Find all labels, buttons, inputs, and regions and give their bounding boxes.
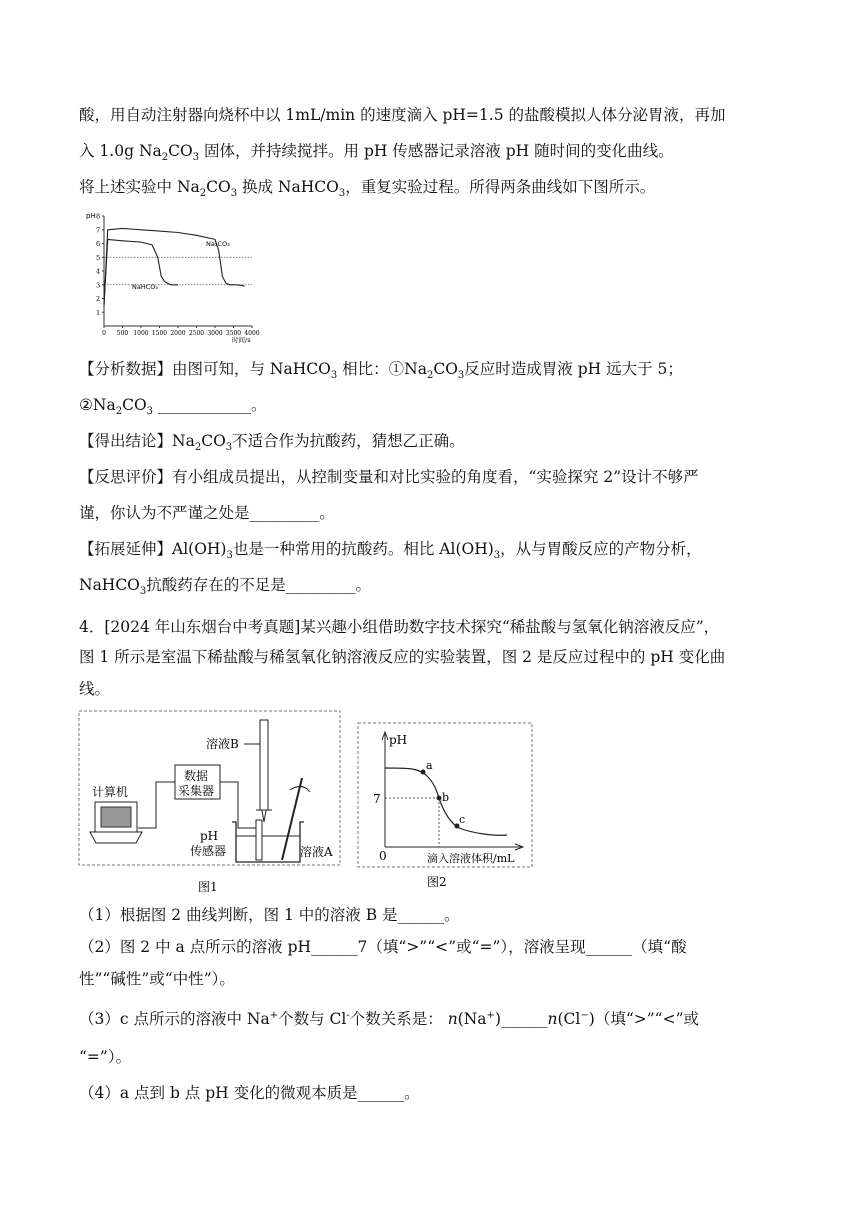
- label-c: c: [459, 813, 466, 826]
- figure-2-caption: 图2: [427, 875, 447, 889]
- formula-na2co3: $Na_2CO_3$: [92, 396, 154, 418]
- y-tick-label: 1: [96, 308, 101, 317]
- y-axis-label: pH: [389, 733, 408, 747]
- text: ②: [79, 396, 93, 414]
- text: NaHCO: [79, 576, 140, 594]
- formula-na2co3: $Na_2CO_3$: [138, 142, 200, 164]
- x-axis-label: 滴入溶液体积/mL: [427, 852, 515, 865]
- question-1: （1）根据图 2 曲线判断，图 1 中的溶液 B 是______。: [79, 906, 460, 924]
- burette-tip: [262, 810, 266, 822]
- text: ，从与胃酸反应的产物分析，: [500, 540, 702, 558]
- question-3-line-1: （3）c 点所示的溶液中 Na+个数与 Cl-个数关系是： n(Na+)______n(Cl−)（填“>”“<”或: [79, 1009, 699, 1028]
- x-tick-label: 3500: [225, 330, 242, 337]
- text: 相比：①: [337, 360, 405, 378]
- ph-time-chart: [82, 208, 262, 344]
- x-tick-label: 2500: [188, 330, 205, 337]
- text: 固体，并持续搅拌。用 pH 传感器记录溶液 pH 随时间的变化曲线。: [204, 142, 674, 160]
- solution-b-label: 溶液B: [206, 737, 239, 751]
- y-tick-label: 5: [96, 253, 101, 262]
- label-b: b: [442, 791, 450, 804]
- keyboard-icon: [90, 832, 142, 843]
- question-2-line-2: 性”“碱性”或“中性”）。: [79, 970, 235, 988]
- y-axis-label: pH: [86, 212, 96, 220]
- figure-1-apparatus: [78, 710, 342, 900]
- reflection-line-1: 【反思评价】有小组成员提出，从控制变量和对比实验的角度看，“实验探究 2”设计不够严: [79, 468, 699, 486]
- y-tick-label: 6: [96, 240, 101, 248]
- point-b: [437, 796, 442, 801]
- conclusion-line: [79, 430, 465, 452]
- text: 个数与 Cl: [278, 1010, 347, 1028]
- question-3-line-2: “=”）。: [79, 1048, 132, 1066]
- text: 将上述实验中: [79, 178, 177, 196]
- x-tick-label: 1500: [151, 330, 168, 337]
- y-tick-label: 3: [96, 281, 101, 290]
- text: 不适合作为抗酸药，猜想乙正确。: [232, 432, 465, 450]
- x-axis-label: 时间/s: [232, 336, 251, 344]
- paren: ): [494, 1010, 501, 1028]
- burette: [260, 720, 268, 810]
- text: 入 1.0g: [79, 142, 139, 160]
- figure-2-ph-curve: [357, 722, 535, 894]
- data-collector-label-2: 采集器: [178, 784, 215, 798]
- x-tick-label: 1000: [133, 330, 149, 337]
- analysis-item-2: [79, 394, 267, 416]
- formula-na2co3: $Na_2CO_3$: [172, 432, 233, 454]
- para-line-3: 将上述实验中 $Na_2CO_3$ 换成 NaHCO$_3$，重复实验过程。所得两条曲线如下图所示。: [79, 178, 656, 200]
- y-tick-label: 2: [96, 295, 101, 303]
- label-seven: 7: [373, 792, 381, 806]
- analysis-line: 【分析数据】由图可知，与 NaHCO$_3$ 相比：$①Na_2CO_3$反应时造成胃液 pH 远大于 5；: [79, 360, 683, 382]
- computer-label: 计算机: [92, 785, 129, 799]
- n-symbol: n: [547, 1010, 558, 1028]
- reflection-line-2: 谨，你认为不严谨之处是_________。: [79, 504, 335, 522]
- q4-line-1: 4．[2024 年山东烟台中考真题]某兴趣小组借助数字技术探究“稀盐酸与氢氧化钠溶液反应”，: [79, 618, 720, 636]
- y-tick-label: 7: [96, 226, 101, 235]
- cl-ion: Cl: [563, 1010, 581, 1028]
- text: 个数关系是：: [349, 1010, 443, 1028]
- paren: (: [457, 1010, 464, 1028]
- na-ion: Na: [463, 1010, 487, 1028]
- extension-line-1: 【拓展延伸】$Al(OH)_3$也是一种常用的抗酸药。相比 $Al(OH)_3$，从与胃酸反应的产物分析，: [79, 540, 702, 562]
- extension-line-2: NaHCO$_3$抗酸药存在的不足是_________。: [79, 576, 372, 598]
- label-na2co3: Na₂CO₃: [206, 240, 230, 248]
- ph-sensor: [256, 820, 262, 860]
- x-tick-label: 3000: [207, 330, 223, 337]
- ph-sensor-label-2: 传感器: [190, 844, 227, 858]
- wire-computer: [138, 782, 175, 828]
- question-4: （4）a 点到 b 点 pH 变化的微观本质是______。: [79, 1084, 420, 1102]
- question-2-line-1: （2）图 2 中 a 点所示的溶液 pH______7（填“>”“<”或“=”），溶液呈现______（填“酸: [79, 938, 687, 956]
- y-tick-label: 4: [96, 267, 101, 276]
- figure-1-caption: 图1: [198, 880, 218, 894]
- para-line-1: 酸，用自动注射器向烧杯中以 1mL/min 的速度滴入 pH=1.5 的盐酸模拟人体分泌胃液，再加: [79, 106, 726, 124]
- text: ，重复实验过程。所得两条曲线如下图所示。: [345, 178, 656, 196]
- y-tick-label: 8: [96, 212, 101, 221]
- text: 也是一种常用的抗酸药。相比 Al(OH): [232, 540, 494, 558]
- paren: ): [588, 1010, 595, 1028]
- wire-sensor: [220, 782, 258, 828]
- n-symbol: n: [447, 1010, 458, 1028]
- label-nahco3: NaHCO₃: [132, 283, 158, 291]
- formula-na2co3: $Na_2CO_3$: [404, 360, 465, 382]
- blank[interactable]: ____________。: [157, 396, 267, 414]
- formula-na2co3: $Na_2CO_3$: [176, 178, 238, 200]
- text: （3）c 点所示的溶液中 Na: [79, 1010, 270, 1028]
- x-tick-label: 2000: [170, 330, 186, 337]
- text: 【得出结论】: [79, 432, 173, 450]
- q4-line-3: 线。: [79, 680, 111, 698]
- y-ticks: [96, 213, 104, 317]
- reference-lines: [104, 257, 252, 285]
- para-line-2: [79, 140, 674, 162]
- text: 【分析数据】由图可知，与 NaHCO: [79, 360, 331, 378]
- stirring-rod: [282, 778, 302, 860]
- origin-label: 0: [379, 849, 387, 863]
- x-tick-label: 500: [116, 330, 129, 337]
- blank[interactable]: ______: [501, 1010, 548, 1028]
- text: 【拓展延伸】Al(OH): [79, 540, 227, 558]
- label-a: a: [426, 759, 433, 772]
- text: 抗酸药存在的不足是_________。: [146, 576, 372, 594]
- text: 反应时造成胃液 pH 远大于 5；: [464, 360, 683, 378]
- point-a: [421, 770, 426, 775]
- ph-sensor-label-1: pH: [200, 829, 219, 843]
- x-tick-label: 0: [102, 330, 106, 337]
- paren: (: [557, 1010, 564, 1028]
- x-tick-label: 4000: [244, 330, 260, 337]
- q4-line-2: 图 1 所示是室温下稀盐酸与稀氢氧化钠溶液反应的实验装置，图 2 是反应过程中的 pH 变化曲: [79, 648, 726, 666]
- data-collector-label-1: 数据: [184, 769, 209, 783]
- text: （填“>”“<”或: [594, 1010, 699, 1028]
- series-line-nahco3: [104, 239, 178, 305]
- monitor-screen: [101, 807, 131, 827]
- text: 换成 NaHCO: [237, 178, 339, 196]
- solution-a-label: 溶液A: [300, 845, 333, 859]
